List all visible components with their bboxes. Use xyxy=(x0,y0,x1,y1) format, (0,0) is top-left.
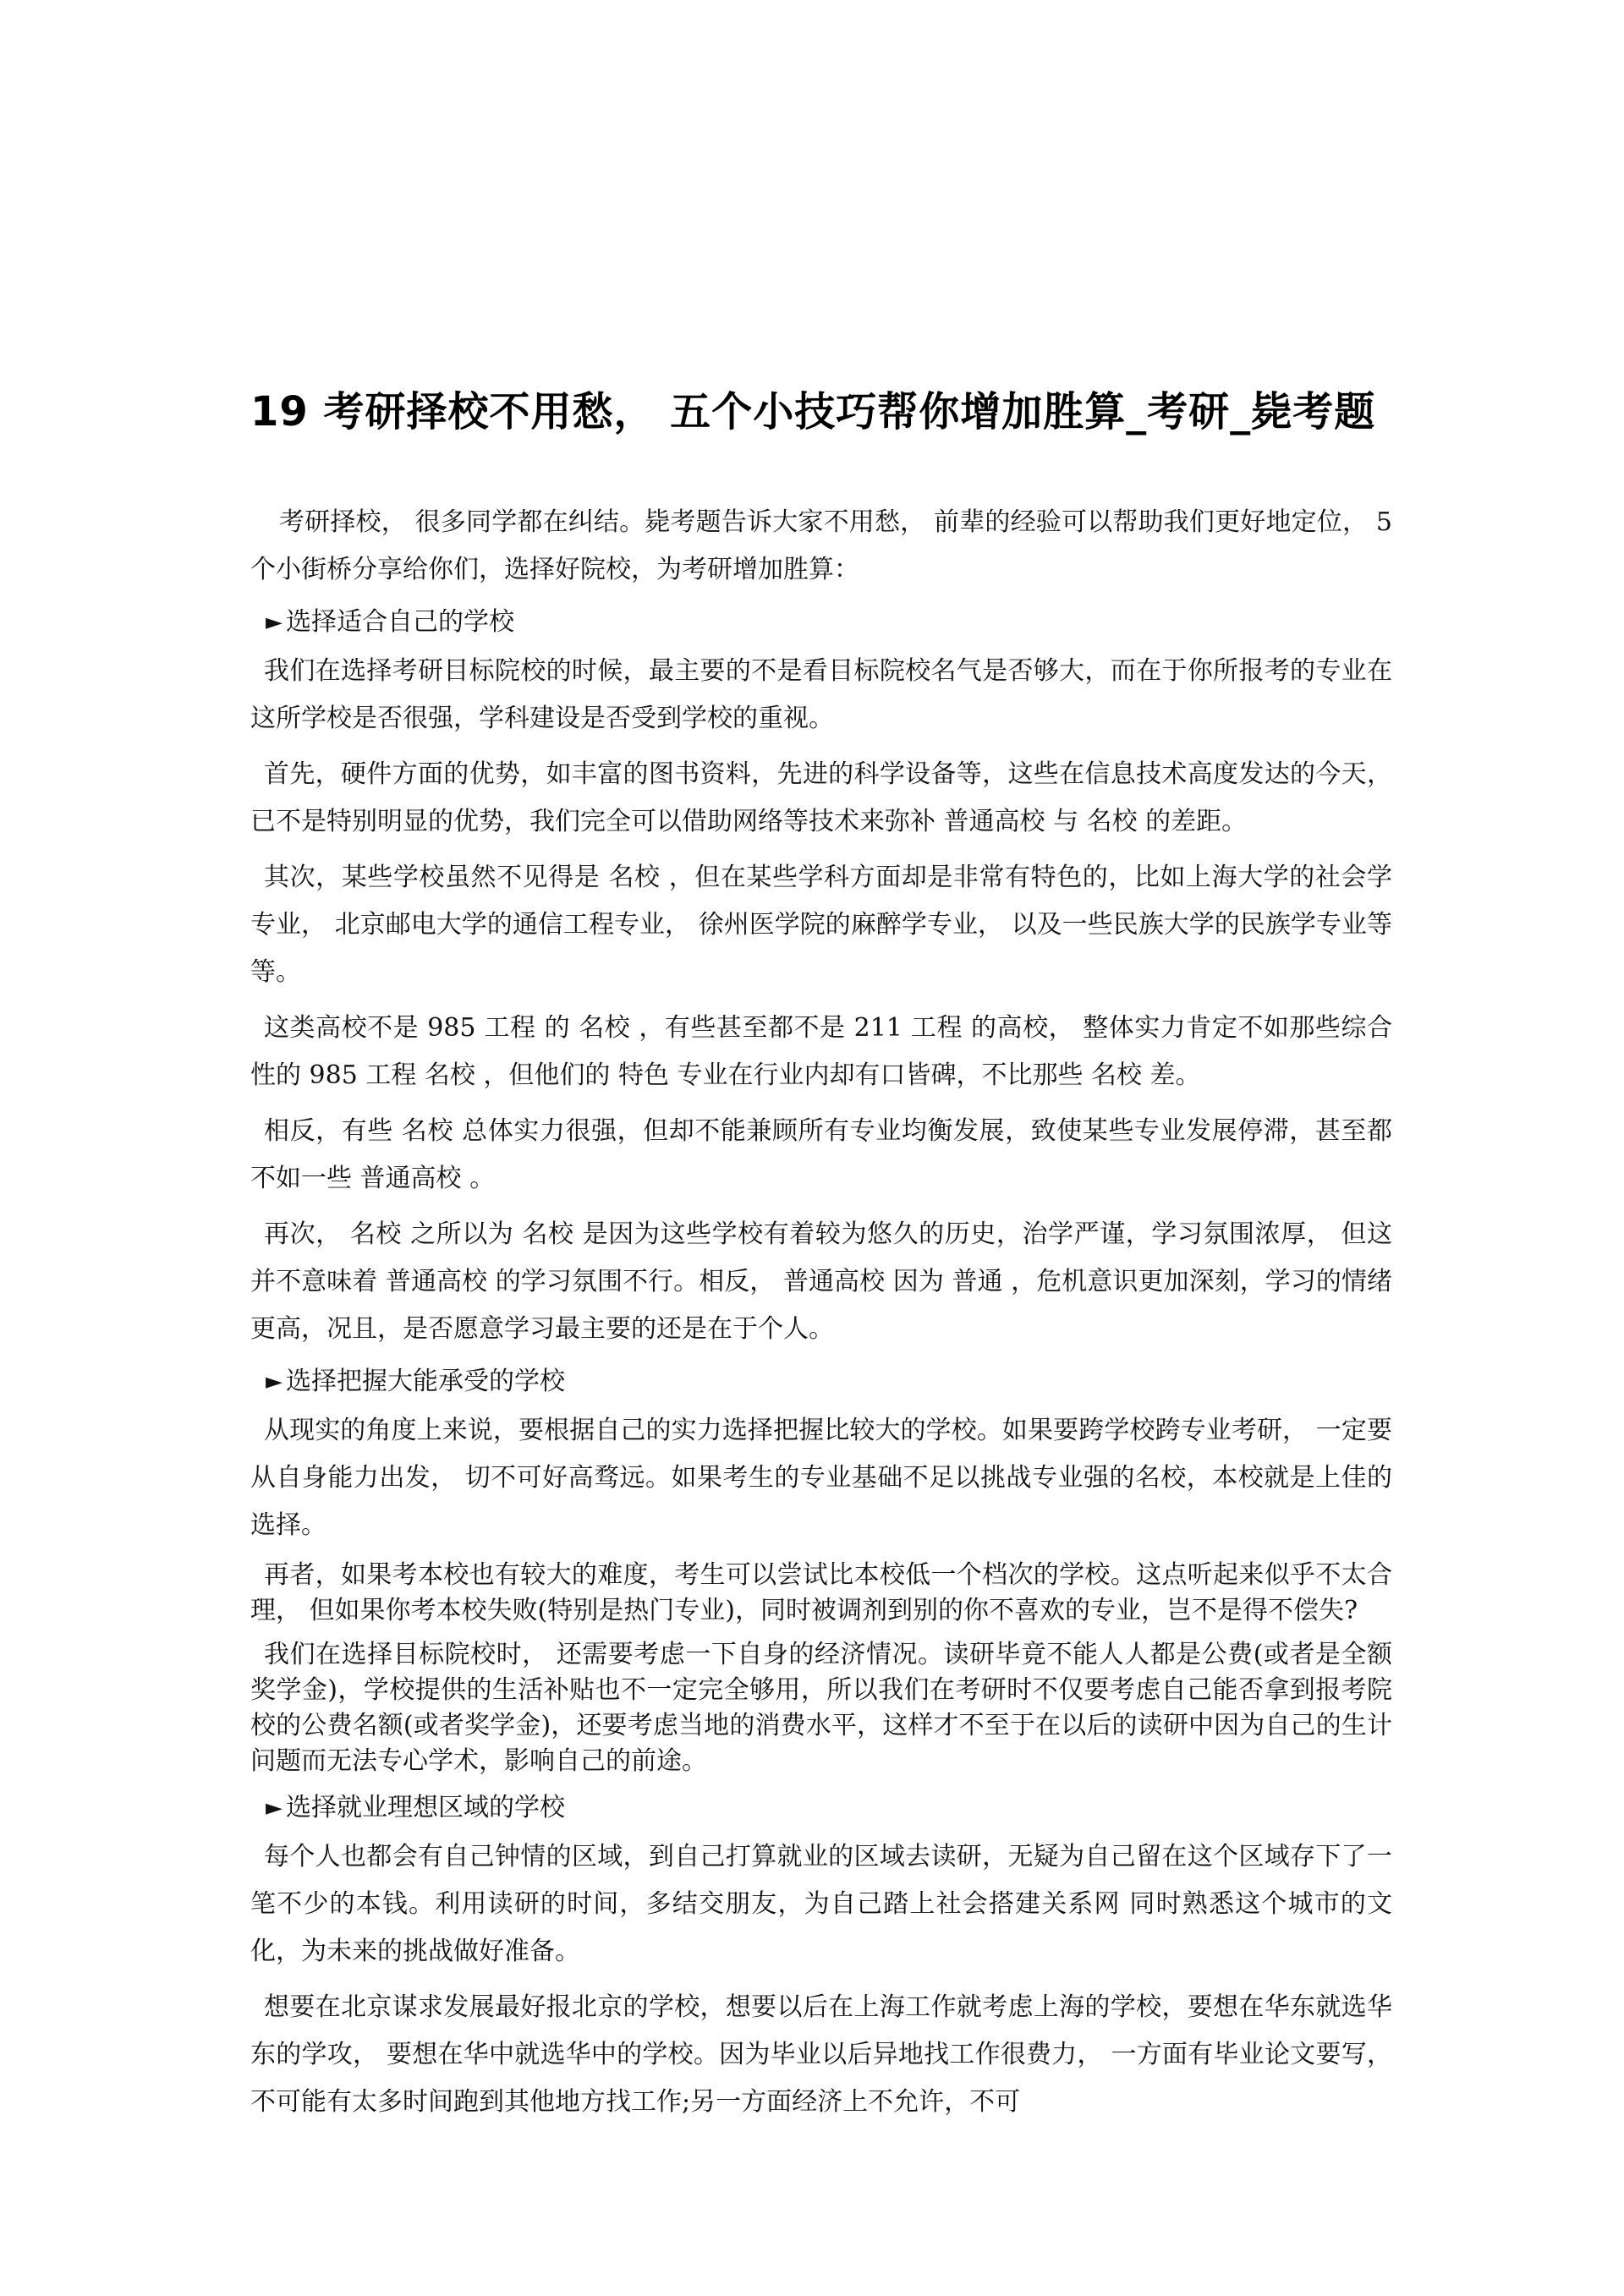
section-heading xyxy=(250,1788,1392,1828)
paragraph: 再者，如果考本校也有较大的难度，考生可以尝试比本校低一个档次的学校。这点听起来似乎不太合理， 但如果你考本校失败(特别是热门专业)，同时被调剂到别的你不喜欢的专业，岂不是得不偿失? xyxy=(250,1560,1392,1625)
section-heading xyxy=(250,602,1392,643)
document-body xyxy=(250,499,1392,2134)
arrow-bullet-icon: ► xyxy=(266,1795,283,1821)
paragraph: 其次，某些学校虽然不见得是 名校 ，但在某些学科方面却是非常有特色的，比如上海大学的社会学专业， 北京邮电大学的通信工程专业， 徐州医学院的麻醉学专业， 以及一些民族大学的民族学专业等等。 xyxy=(250,863,1392,987)
document-title: 19 考研择校不用愁， 五个小技巧帮你增加胜算_考研_毙考题 xyxy=(250,388,1376,436)
paragraph: 这类高校不是 985 工程 的 名校 ，有些甚至都不是 211 工程 的高校， 整体实力肯定不如那些综合性的 985 工程 名校 ，但他们的 特色 专业在行业内却有口皆碑，不比那些 名校 差。 xyxy=(250,1013,1392,1090)
paragraph: 首先，硬件方面的优势，如丰富的图书资料，先进的科学设备等，这些在信息技术高度发达的今天，已不是特别明显的优势，我们完全可以借助网络等技术来弥补 普通高校 与 名校 的差距。 xyxy=(250,759,1392,836)
section-heading-text: 选择适合自己的学校 xyxy=(286,607,514,637)
section-heading xyxy=(250,1362,1392,1402)
arrow-bullet-icon: ► xyxy=(266,1369,283,1395)
paragraph: 想要在北京谋求发展最好报北京的学校，想要以后在上海工作就考虑上海的学校，要想在华东就选华东的学攻， 要想在华中就选华中的学校。因为毕业以后异地找工作很费力， 一方面有毕业论文要写，不可能有太多时间跑到其他地方找工作;另一方面经济上不允许，不可 xyxy=(250,1992,1392,2117)
paragraph: 我们在选择考研目标院校的时候，最主要的不是看目标院校名气是否够大，而在于你所报考的专业在这所学校是否很强，学科建设是否受到学校的重视。 xyxy=(250,656,1392,733)
section-heading-text: 选择把握大能承受的学校 xyxy=(286,1367,565,1396)
section-heading-text: 选择就业理想区域的学校 xyxy=(286,1793,565,1822)
paragraph: 考研择校， 很多同学都在纠结。毙考题告诉大家不用愁， 前辈的经验可以帮助我们更好地定位， 5 个小街桥分享给你们，选择好院校，为考研增加胜算： xyxy=(250,507,1392,584)
arrow-bullet-icon: ► xyxy=(266,610,283,635)
paragraph: 每个人也都会有自己钟情的区域，到自己打算就业的区域去读研，无疑为自己留在这个区域存下了一笔不少的本钱。利用读研的时间，多结交朋友，为自己踏上社会搭建关系网 同时熟悉这个城市的文化，为未来的挑战做好准备。 xyxy=(250,1842,1392,1966)
paragraph: 相反，有些 名校 总体实力很强，但却不能兼顾所有专业均衡发展，致使某些专业发展停滞，甚至都不如一些 普通高校 。 xyxy=(250,1116,1392,1193)
paragraph: 我们在选择目标院校时， 还需要考虑一下自身的经济情况。读研毕竟不能人人都是公费(或者是全额奖学金)，学校提供的生活补贴也不一定完全够用，所以我们在考研时不仅要考虑自己能否拿到报考院校的公费名额(或者奖学金)，还要考虑当地的消费水平，这样才不至于在以后的读研中因为自己的生计问题而无法专心学术，影响自己的前途。 xyxy=(250,1640,1392,1776)
paragraph: 从现实的角度上来说，要根据自己的实力选择把握比较大的学校。如果要跨学校跨专业考研， 一定要从自身能力出发， 切不可好高骛远。如果考生的专业基础不足以挑战专业强的名校，本校就是上佳的选择。 xyxy=(250,1416,1392,1540)
paragraph: 再次， 名校 之所以为 名校 是因为这些学校有着较为悠久的历史，治学严谨，学习氛围浓厚， 但这并不意味着 普通高校 的学习氛围不行。相反， 普通高校 因为 普通 ，危机意识更加深刻，学习的情绪更高，况且，是否愿意学习最主要的还是在于个人。 xyxy=(250,1219,1392,1344)
